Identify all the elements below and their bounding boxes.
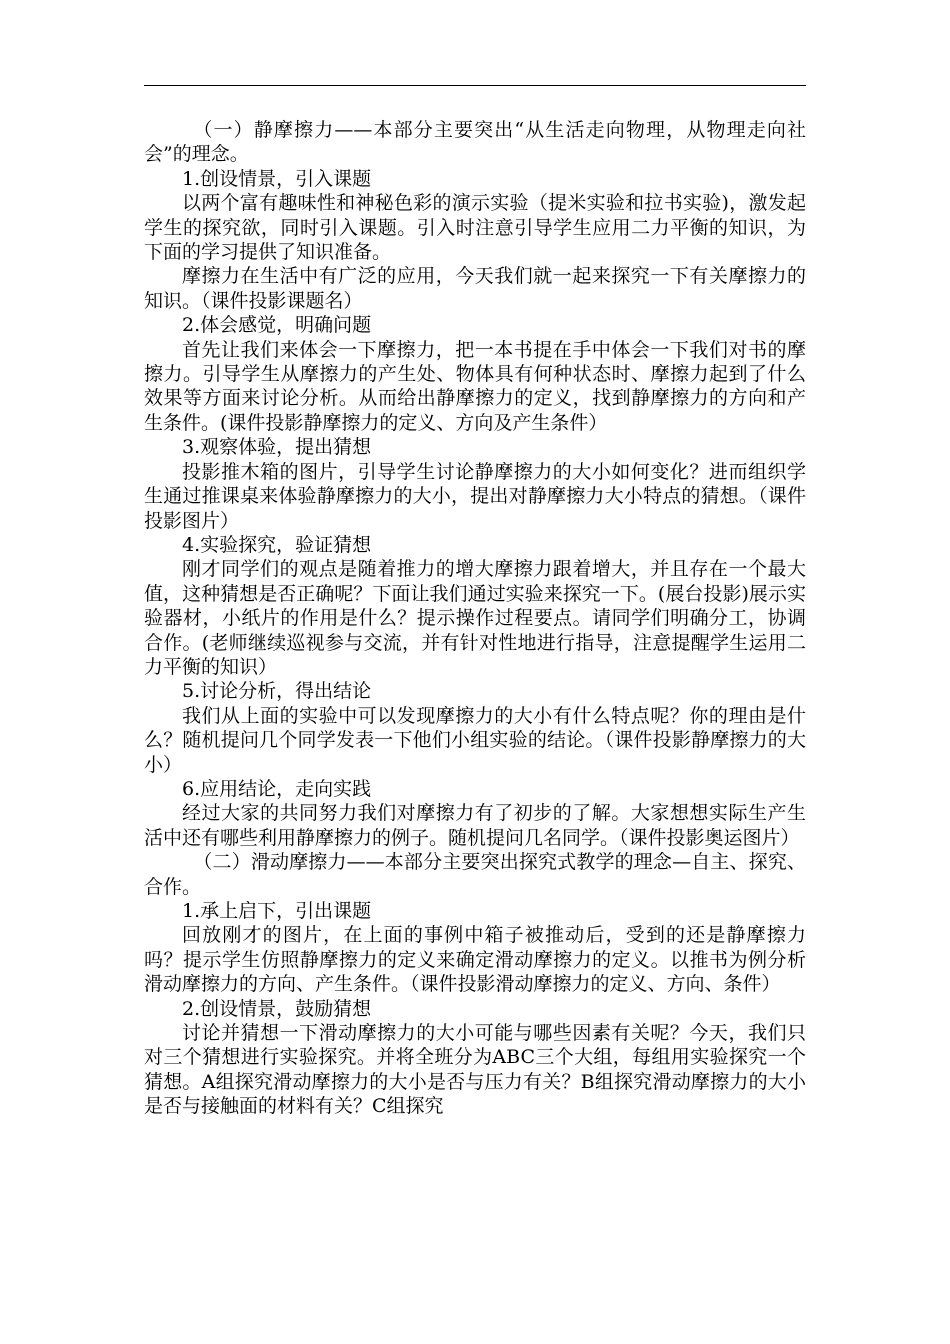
body-paragraph: 以两个富有趣味性和神秘色彩的演示实验（提米实验和拉书实验)，激发起学生的探究欲，同时引入课题。引入时注意引导学生应用二力平衡的知识，为下面的学习提供了知识准备。 (144, 192, 806, 264)
body-paragraph: 首先让我们来体会一下摩擦力，把一本书提在手中体会一下我们对书的摩擦力。引导学生从摩擦力的产生处、物体具有何种状态时、摩擦力起到了什么效果等方面来讨论分析。从而给出静摩擦力的定义，找到静摩擦力的方向和产生条件。(课件投影静摩擦力的定义、方向及产生条件） (144, 338, 806, 434)
step-heading-6: 6.应用结论，走向实践 (182, 777, 372, 800)
step-heading-1: 1.承上启下，引出课题 (182, 900, 372, 922)
step-heading-2: 2.创设情景，鼓励猜想 (182, 997, 372, 1020)
body-paragraph: 回放刚才的图片，在上面的事例中箱子被推动后，受到的还是静摩擦力吗？提示学生仿照静摩擦力的定义来确定滑动摩擦力的定义。以推书为例分析滑动摩擦力的方向、产生条件。（课件投影滑动摩擦力的定义、方向、条件） (144, 924, 806, 996)
step-heading-4: 4.实验探究，验证猜想 (182, 533, 372, 556)
body-paragraph: 讨论并猜想一下滑动摩擦力的大小可能与哪些因素有关呢？今天，我们只对三个猜想进行实验探究。并将全班分为ABC三个大组，每组用实验探究一个猜想。A组探究滑动摩擦力的大小是否与压力有关？B组探究滑动摩擦力的大小是否与接触面的材料有关？C组探究 (144, 1022, 806, 1118)
body-paragraph: 刚才同学们的观点是随着推力的增大摩擦力跟着增大，并且存在一个最大值，这种猜想是否正确呢？下面让我们通过实验来探究一下。(展台投影)展示实验器材，小纸片的作用是什么？提示操作过程要点。请同学们明确分工，协调合作。(老师继续巡视参与交流，并有针对性地进行指导，注意提醒学生运用二力平衡的知识） (144, 558, 806, 678)
body-paragraph: 我们从上面的实验中可以发现摩擦力的大小有什么特点呢？你的理由是什么？随机提问几个同学发表一下他们小组实验的结论。（课件投影静摩擦力的大小） (144, 704, 806, 776)
body-paragraph: 摩擦力在生活中有广泛的应用，今天我们就一起来探究一下有关摩擦力的知识。（课件投影课题名） (144, 265, 806, 312)
body-paragraph: 投影推木箱的图片，引导学生讨论静摩擦力的大小如何变化？进而组织学生通过推课桌来体验静摩擦力的大小，提出对静摩擦力大小特点的猜想。（课件投影图片） (144, 460, 806, 532)
section-title-static-friction: （一）静摩擦力——本部分主要突出“从生活走向物理，从物理走向社会”的理念。 (144, 119, 806, 166)
body-paragraph: 经过大家的共同努力我们对摩擦力有了初步的了解。大家想想实际生产生活中还有哪些利用静摩擦力的例子。随机提问几名同学。（课件投影奥运图片） (144, 802, 806, 849)
step-heading-3: 3.观察体验，提出猜想 (182, 436, 372, 459)
section-title-sliding-friction: （二）滑动摩擦力——本部分主要突出探究式教学的理念—自主、探究、合作。 (144, 851, 806, 898)
document-body (144, 118, 806, 1119)
step-heading-2: 2.体会感觉，明确问题 (182, 314, 372, 337)
header-rule (144, 85, 806, 86)
step-heading-5: 5.讨论分析，得出结论 (182, 680, 372, 703)
step-heading-1: 1.创设情景，引入课题 (182, 167, 372, 190)
